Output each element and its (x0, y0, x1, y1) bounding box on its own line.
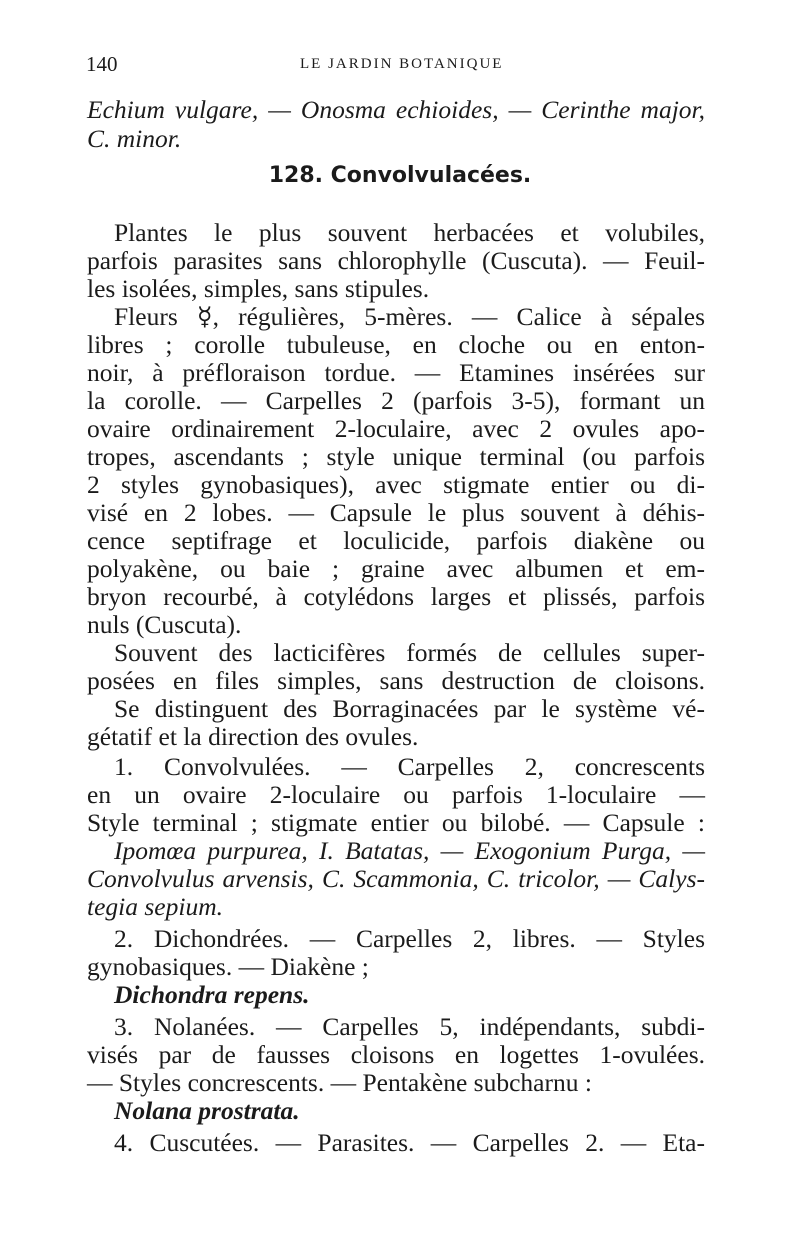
text-line: Plantes le plus souvent herbacées et volubiles, (114, 218, 705, 247)
text-line: les isolées, simples, sans stipules. (87, 274, 430, 303)
running-title: LE JARDIN BOTANIQUE (300, 56, 504, 72)
text-line: 2 styles gynobasiques), avec stigmate entier ou di- (87, 470, 705, 499)
tribe-cuscutees: 4. Cuscutées. — Parasites. — Carpelles 2. — Eta- (114, 1128, 705, 1157)
text-line: en un ovaire 2-loculaire ou parfois 1-loculaire — (87, 780, 705, 809)
tribe-dichondrees: 2. Dichondrées. — Carpelles 2, libres. — Styles (114, 924, 705, 953)
text-line: ovaire ordinairement 2-loculaire, avec 2 ovules apo- (87, 414, 705, 443)
text-line: libres ; corolle tubuleuse, en cloche ou en enton- (87, 330, 705, 359)
text-line: tropes, ascendants ; style unique terminal (ou parfois (87, 442, 705, 471)
section-title: 128. Convolvulacées. (268, 163, 532, 188)
species-line: Nolana prostrata. (114, 1096, 300, 1125)
text-line: la corolle. — Carpelles 2 (parfois 3-5), formant un (87, 386, 705, 415)
text-line: visé en 2 lobes. — Capsule le plus souvent à déhis- (87, 498, 705, 527)
text-line: bryon recourbé, à cotylédons larges et plissés, parfois (87, 582, 705, 611)
intro-line: Echium vulgare, — Onosma echioides, — Cerinthe major, (87, 95, 705, 124)
species-line: tegia sepium. (87, 892, 223, 921)
text-line: Souvent des lacticifères formés de cellules super- (114, 638, 705, 667)
species-line: Convolvulus arvensis, C. Scammonia, C. tricolor, — Calys- (87, 864, 705, 893)
intro-line: C. minor. (87, 124, 182, 153)
text-line: visés par de fausses cloisons en logettes 1-ovulées. (87, 1040, 705, 1069)
species-line: Dichondra repens. (114, 980, 310, 1009)
text-line: nuls (Cuscuta). (87, 610, 242, 639)
species-line: Ipomœa purpurea, I. Batatas, — Exogonium Purga, — (114, 836, 705, 865)
text-line: Style terminal ; stigmate entier ou bilobé. — Capsule : (87, 808, 705, 837)
text-line: Fleurs ☿, régulières, 5-mères. — Calice à sépales (114, 302, 705, 331)
text-line: posées en files simples, sans destruction de cloisons. (87, 666, 705, 695)
text-line: gétatif et la direction des ovules. (87, 722, 419, 751)
text-line: noir, à préfloraison tordue. — Etamines insérées sur (87, 358, 705, 387)
text-line: parfois parasites sans chlorophylle (Cuscuta). — Feuil- (87, 246, 705, 275)
text-line: cence septifrage et loculicide, parfois diakène ou (87, 526, 705, 555)
text-line: gynobasiques. — Diakène ; (87, 952, 369, 981)
text-line: polyakène, ou baie ; graine avec albumen et em- (87, 554, 705, 583)
text-line: — Styles concrescents. — Pentakène subcharnu : (87, 1068, 592, 1097)
tribe-nolanees: 3. Nolanées. — Carpelles 5, indépendants, subdi- (114, 1012, 705, 1041)
text-line: Se distinguent des Borraginacées par le système vé- (114, 694, 705, 723)
page-number: 140 (86, 52, 118, 76)
tribe-convolvulees: 1. Convolvulées. — Carpelles 2, concrescents (114, 752, 705, 781)
